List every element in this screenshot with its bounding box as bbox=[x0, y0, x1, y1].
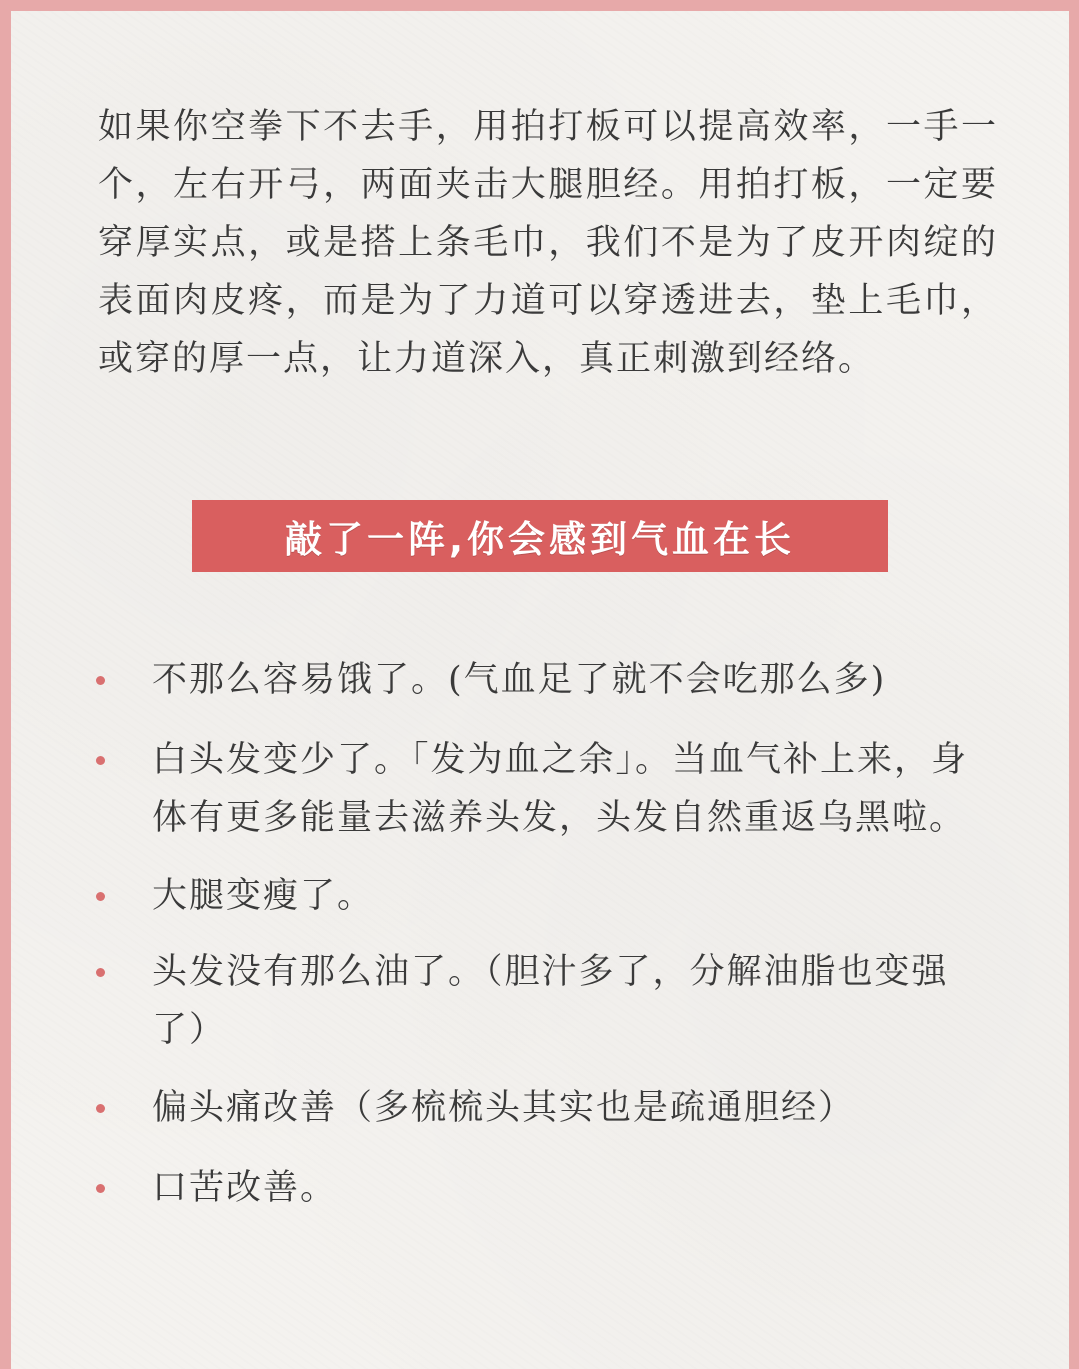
list-item-text: 口苦改善。 bbox=[152, 1168, 338, 1208]
list-item-text: 大腿变瘦了。 bbox=[152, 876, 375, 916]
bullet-dot-icon bbox=[96, 731, 108, 789]
bullet-dot-icon bbox=[96, 1079, 108, 1137]
bullet-dot-icon bbox=[96, 1159, 108, 1217]
list-item-text: 不那么容易饿了。(气血足了就不会吃那么多) bbox=[152, 660, 887, 700]
list-item-text: 偏头痛改善（多梳梳头其实也是疏通胆经） bbox=[152, 1088, 856, 1128]
bullet-dot-icon bbox=[96, 651, 108, 709]
section-banner: 敲了一阵,你会感到气血在长 bbox=[192, 500, 888, 572]
intro-paragraph: 如果你空拳下不去手，用拍打板可以提高效率，一手一个，左右开弓，两面夹击大腿胆经。用拍打板，一定要穿厚实点，或是搭上条毛巾，我们不是为了皮开肉绽的表面肉皮疼，而是为了力道可以穿透进去，垫上毛巾，或穿的厚一点，让力道深入，真正刺激到经络。 bbox=[98, 107, 998, 379]
list-item-text: 头发没有那么油了。（胆汁多了，分解油脂也变强了） bbox=[152, 952, 949, 1050]
bullet-dot-icon bbox=[96, 867, 108, 925]
bullet-dot-icon bbox=[96, 943, 108, 1001]
paper-card bbox=[11, 11, 1069, 1369]
list-item-text: 白头发变少了。「发为血之余」。当血气补上来，身体有更多能量去滋养头发，头发自然重返乌黑啦。 bbox=[152, 740, 969, 838]
